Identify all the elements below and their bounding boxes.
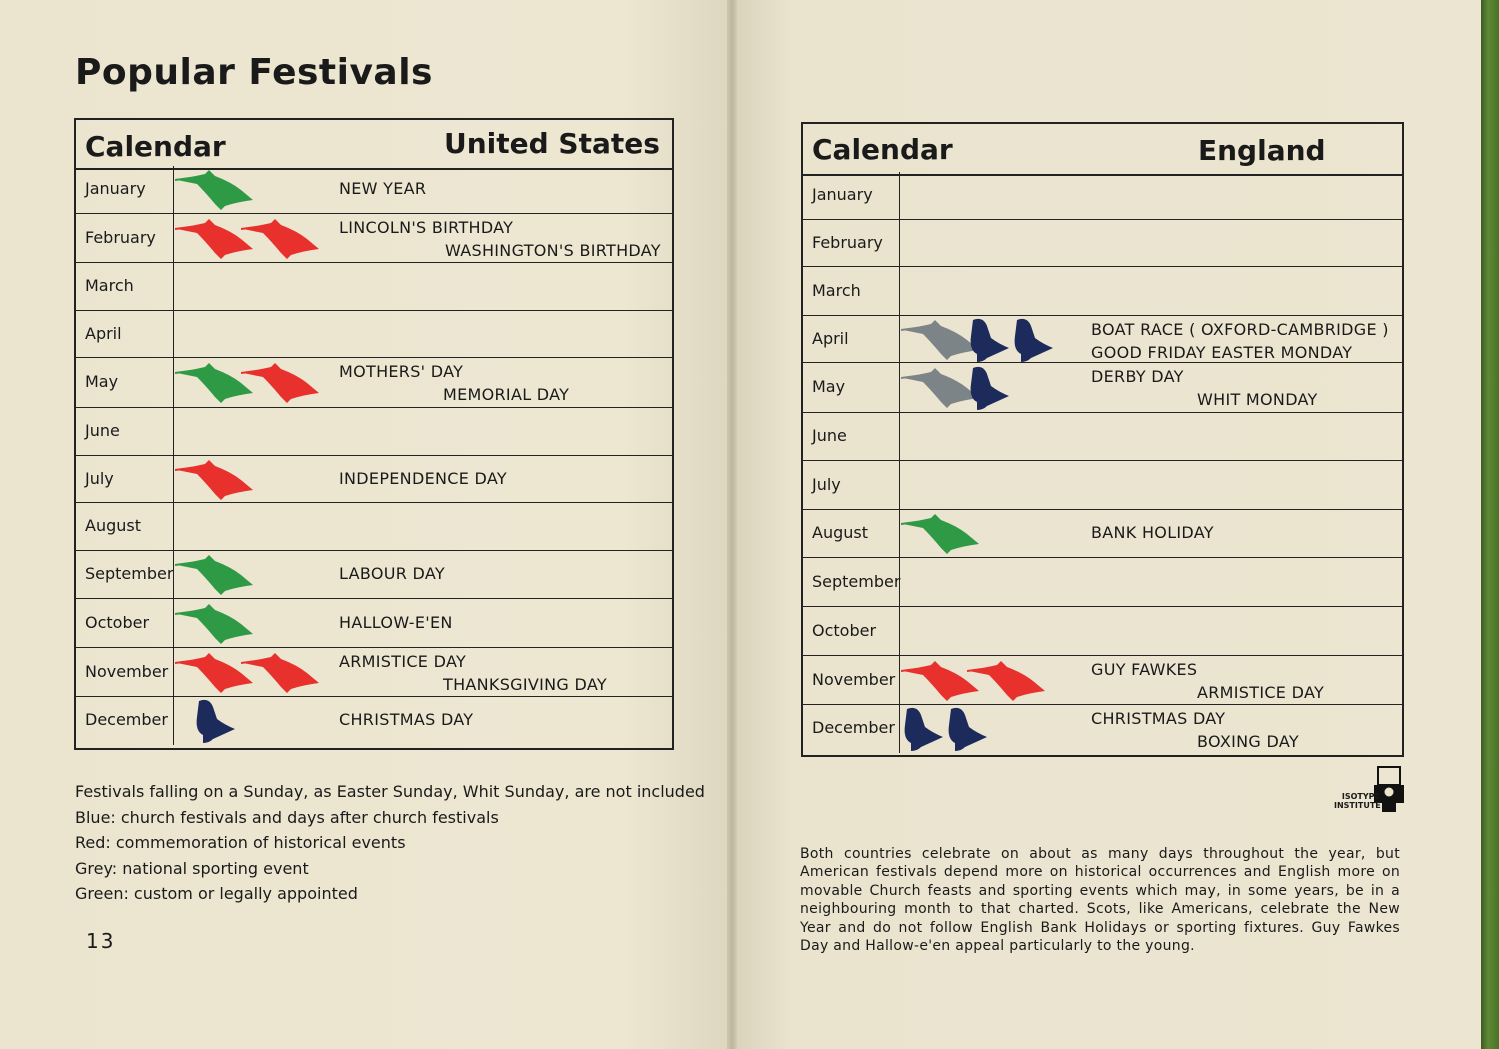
bell-icon [945, 705, 989, 757]
green-flag-icon [175, 553, 257, 601]
festival-label: WHIT MONDAY [1197, 390, 1318, 409]
month-label: October [85, 612, 150, 632]
calendar-row-january [803, 172, 1402, 220]
country-label: England [1198, 134, 1326, 167]
bell-icon [1011, 316, 1055, 368]
green-flag-icon [175, 602, 257, 650]
page-number: 13 [86, 929, 116, 953]
month-divider [899, 267, 900, 315]
month-divider [899, 413, 900, 460]
calendar-row-october [76, 599, 672, 648]
month-divider [173, 214, 174, 262]
month-divider [173, 551, 174, 598]
logo-line-1: ISOTYPE [1341, 792, 1380, 801]
month-label: November [85, 661, 169, 681]
festival-label: BANK HOLIDAY [1091, 523, 1214, 542]
month-label: April [812, 328, 849, 348]
explanatory-paragraph: Both countries celebrate on about as many days throughout the year, but American festivals depend more on historical occurrences and English more on movable Church feasts and sporting events which may, in some years, be in a neighbouring month to that charted. Scots, like Americans, celebrate the New Year and do not follow English Bank Holidays or sporting fixtures. Guy Fawkes Day and Hallow-e'en appeal particularly to the young. [800, 846, 1400, 955]
calendar-row-march [76, 263, 672, 311]
calendar-row-september [76, 551, 672, 599]
festival-label: CHRISTMAS DAY [339, 710, 474, 729]
month-label: December [85, 710, 168, 729]
month-divider [899, 705, 900, 753]
month-label: May [812, 377, 846, 396]
month-label: June [812, 426, 847, 445]
logo-line-2: INSTITUTE [1334, 801, 1381, 810]
month-divider [899, 656, 900, 704]
month-label: May [85, 372, 119, 391]
isotype-logo-text [1334, 792, 1380, 810]
month-divider [173, 648, 174, 696]
calendar-row-may [803, 363, 1402, 413]
month-label: November [812, 669, 896, 689]
bell-icon [193, 697, 237, 749]
green-flag-icon [901, 512, 983, 560]
calendar-row-november [76, 648, 672, 697]
calendar-row-december [803, 705, 1402, 753]
festival-label: HALLOW-E'EN [339, 612, 453, 632]
red-flag-icon [967, 659, 1049, 707]
england-calendar-header [803, 124, 1402, 176]
calendar-label: Calendar [85, 130, 226, 163]
england-calendar-table [801, 122, 1404, 757]
calendar-row-may [76, 358, 672, 408]
legend-grey: Grey: national sporting event [75, 858, 309, 878]
legend-note: Festivals falling on a Sunday, as Easter Sunday, Whit Sunday, are not included [75, 782, 705, 801]
red-flag-icon [241, 651, 323, 699]
month-divider [899, 363, 900, 412]
month-divider [173, 358, 174, 407]
red-flag-icon [241, 361, 323, 409]
month-label: February [85, 227, 156, 247]
month-divider [173, 311, 174, 357]
calendar-row-january [76, 166, 672, 214]
calendar-row-december [76, 697, 672, 745]
legend-green: Green: custom or legally appointed [75, 884, 358, 903]
calendar-row-july [803, 461, 1402, 510]
us-calendar-table [74, 118, 674, 750]
calendar-row-april [76, 311, 672, 358]
month-label: June [85, 421, 120, 440]
red-flag-icon [175, 458, 257, 506]
month-divider [173, 263, 174, 310]
festival-label: INDEPENDENCE DAY [339, 468, 507, 488]
month-label: September [812, 571, 901, 591]
book-spine [727, 0, 737, 1049]
green-flag-icon [175, 168, 257, 216]
festival-label: NEW YEAR [339, 179, 427, 198]
calendar-label: Calendar [812, 133, 953, 166]
calendar-row-june [803, 413, 1402, 461]
month-divider [173, 166, 174, 213]
month-label: March [812, 280, 861, 300]
us-calendar-header [76, 120, 672, 170]
calendar-row-august [76, 503, 672, 551]
month-label: July [85, 468, 114, 488]
bell-icon [901, 705, 945, 757]
month-divider [173, 503, 174, 550]
month-divider [173, 599, 174, 647]
month-divider [899, 607, 900, 655]
month-divider [173, 697, 174, 745]
month-label: February [812, 232, 883, 252]
festival-label: LINCOLN'S BIRTHDAY [339, 218, 514, 237]
festival-label: WASHINGTON'S BIRTHDAY [445, 241, 661, 260]
festival-label: ARMISTICE DAY [339, 652, 467, 671]
country-label: United States [444, 127, 660, 160]
month-label: September [85, 564, 174, 583]
calendar-row-february [803, 220, 1402, 267]
calendar-row-august [803, 510, 1402, 558]
month-label: August [85, 516, 141, 535]
festival-label: GUY FAWKES [1091, 660, 1198, 679]
calendar-row-february [76, 214, 672, 263]
month-divider [899, 558, 900, 606]
legend-list [75, 779, 705, 907]
book-cover-edge [1481, 0, 1499, 1049]
bell-icon [967, 364, 1011, 416]
month-label: August [812, 523, 868, 542]
calendar-row-november [803, 656, 1402, 705]
month-divider [899, 316, 900, 362]
calendar-row-october [803, 607, 1402, 656]
calendar-row-june [76, 408, 672, 456]
legend-red: Red: commemoration of historical events [75, 833, 406, 852]
festival-label: MOTHERS' DAY [339, 362, 464, 381]
month-divider [899, 172, 900, 219]
festival-label: CHRISTMAS DAY [1091, 709, 1226, 728]
month-label: March [85, 276, 134, 295]
month-divider [899, 461, 900, 509]
festival-label: GOOD FRIDAY EASTER MONDAY [1091, 343, 1353, 362]
calendar-row-september [803, 558, 1402, 607]
festival-label: THANKSGIVING DAY [443, 675, 607, 694]
page-title: Popular Festivals [75, 52, 433, 93]
month-label: October [812, 620, 877, 640]
legend-blue: Blue: church festivals and days after church festivals [75, 807, 499, 827]
month-divider [173, 456, 174, 502]
month-label: January [85, 179, 146, 198]
month-label: January [812, 185, 873, 204]
red-flag-icon [241, 217, 323, 265]
month-divider [899, 220, 900, 266]
calendar-row-april [803, 316, 1402, 363]
festival-label: MEMORIAL DAY [443, 385, 570, 404]
month-divider [899, 510, 900, 557]
festival-label: BOAT RACE ( OXFORD-CAMBRIDGE ) [1091, 320, 1389, 339]
month-divider [173, 408, 174, 455]
month-label: July [812, 474, 841, 494]
festival-label: ARMISTICE DAY [1197, 683, 1325, 702]
month-label: December [812, 718, 895, 737]
month-label: April [85, 323, 122, 343]
calendar-row-march [803, 267, 1402, 316]
festival-label: LABOUR DAY [339, 564, 445, 583]
festival-label: BOXING DAY [1197, 732, 1299, 751]
festival-label: DERBY DAY [1091, 367, 1184, 386]
calendar-row-july [76, 456, 672, 503]
bell-icon [967, 316, 1011, 368]
